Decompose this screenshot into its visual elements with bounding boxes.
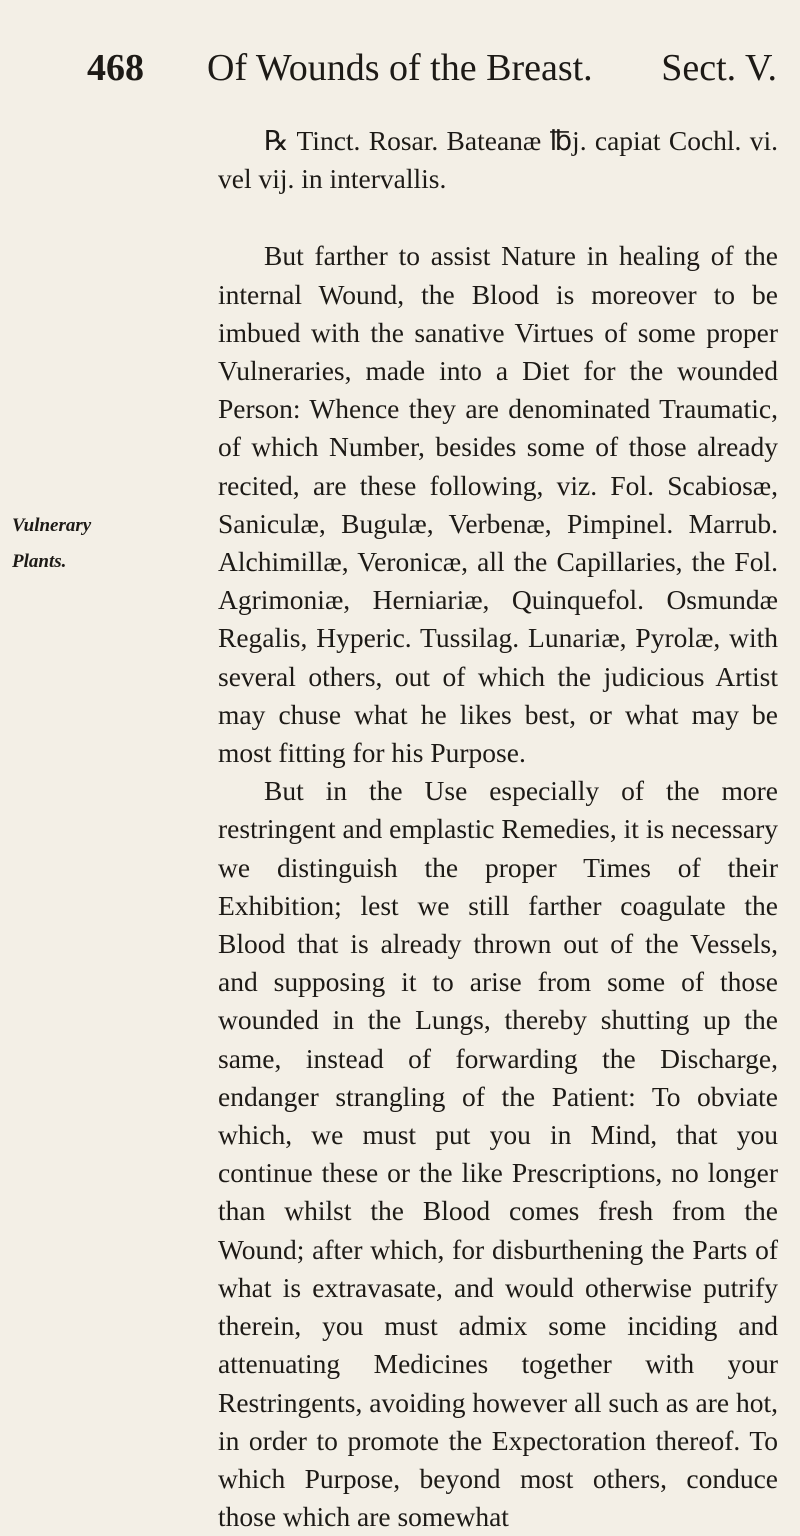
paragraph: But farther to assist Nature in healing of the internal Wound, the Blood is moreover to be imbued with the sanative Virtues of some proper Vulneraries, made into a Diet for the wounded Person: Whence they are denominated Traumatic, of which Number, besides some of those already recited, are these following, viz. Fol. Scabiosæ, Saniculæ, Bugulæ, Verbenæ, Pimpinel. Marrub. Alchimillæ, Veronicæ, all the Capillaries, the Fol. Agrimoniæ, Herniariæ, Quinquefol. Osmundæ Regalis, Hyperic. Tussilag. Lunariæ, Pyrolæ, with several others, out of which the judicious Artist may chuse what he likes best, or what may be most fitting for his Purpose. (218, 240, 778, 769)
margin-note (12, 508, 122, 580)
margin-note-line: Vulnerary (12, 515, 92, 536)
paragraph: But in the Use especially of the more restringent and emplastic Remedies, it is necessary we distinguish the proper Times of their Exhibition; lest we still farther coagulate the Blood that is already thrown out of the Vessels, and supposing it to arise from some of those wounded in the Lungs, thereby shutting up the same, instead of forwarding the Discharge, endanger strangling of the Patient: To obviate which, we must put you in Mind, that you continue these or the like Prescriptions, no longer than whilst the Blood comes fresh from the Wound; after which, for disburthening the Parts of what is extravasate, and would otherwise putrify therein, you must admix some inciding and attenuating Medicines together with your Restringents, avoiding however all such as are hot, in order to promote the Expectoration thereof. To which Purpose, beyond most others, conduce those which are somewhat (218, 775, 778, 1533)
body-text (218, 122, 778, 1536)
prescription-paragraph: ℞ Tinct. Rosar. Bateanæ ℔j. capiat Cochl. vi. vel vij. in intervallis. (218, 125, 778, 195)
margin-note-line: Plants. (12, 551, 67, 572)
running-title: Of Wounds of the Breast. (207, 47, 593, 89)
page-number: 468 (87, 47, 144, 89)
section-label: Sect. V. (661, 47, 777, 89)
running-header (87, 38, 777, 98)
